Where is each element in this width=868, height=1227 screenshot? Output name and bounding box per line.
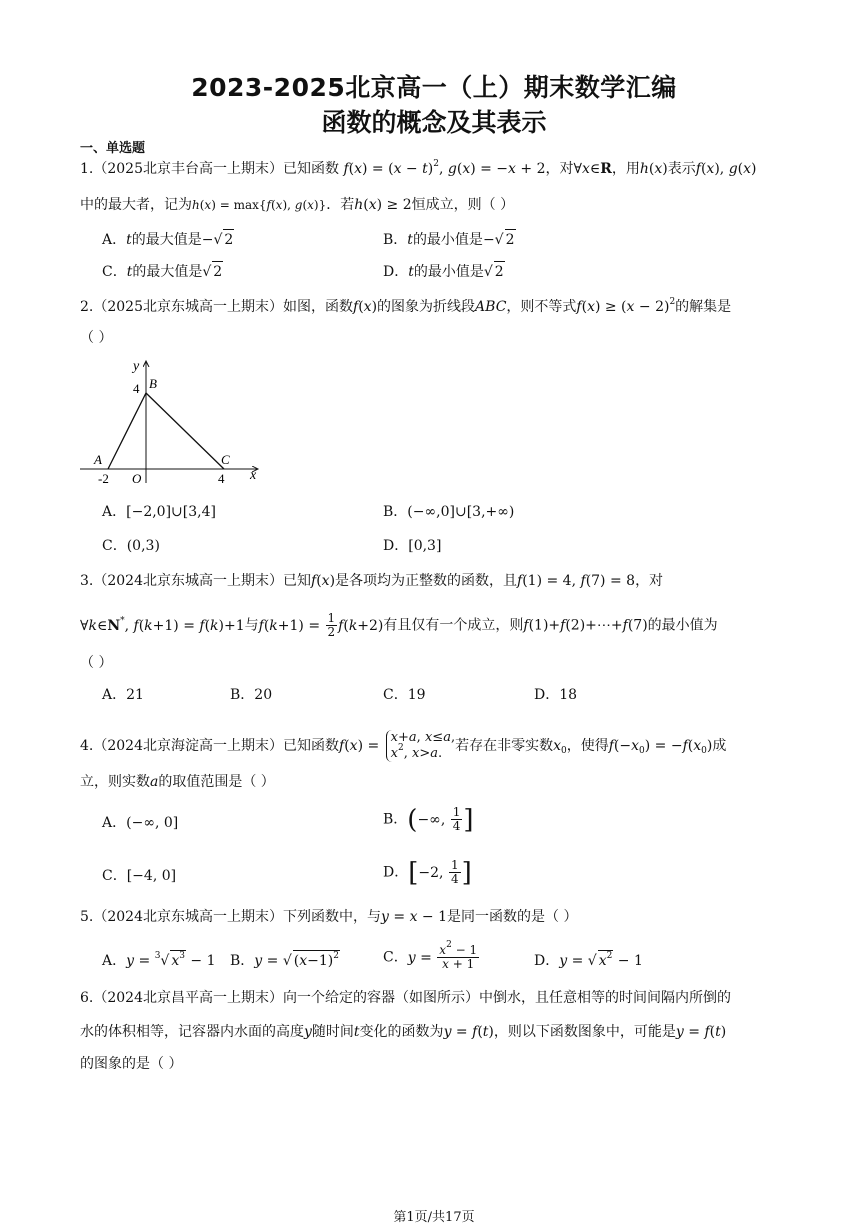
q5-source: （2024北京东城高一上期末） bbox=[93, 909, 283, 925]
q1-line-2: 中的最大者，记为h(x) = max{f(x), g(x)}．若h(x) ≥ 2恒成立，则（ ） bbox=[80, 197, 515, 213]
q1-line-1: 1.（2025北京丰台高一上期末）已知函数 $f(x) = (x - t)^2$, g(x) = −x + 2，对∀x∈R，用h(x)表示f(x), g(x) bbox=[80, 159, 757, 177]
q2-line-1: 2.（2025北京东城高一上期末）如图，函数f(x)的图象为折线段ABC，则不等式$f(x) \ge (x - 2)^2$的解集是 bbox=[80, 297, 732, 315]
q4-line-1: 4.（2024北京海淀高一上期末）已知函数f(x) = x+a, x≤a, $x^2$, x>a. 若存在非零实数$x_0$，使得$f(-x_0) = -f(x_0)$成 bbox=[80, 730, 727, 761]
section-heading: 一、单选题 bbox=[80, 141, 146, 156]
q3-option-c[interactable]: C．19 bbox=[383, 687, 426, 703]
point-o: O bbox=[132, 471, 142, 486]
q6-source: （2024北京昌平高一上期末） bbox=[93, 990, 283, 1006]
point-a: A bbox=[94, 452, 102, 467]
q3-line-1: 3.（2024北京东城高一上期末）已知f(x)是各项均为正整数的函数，且f(1) = 4, f(7) = 8，对 bbox=[80, 573, 664, 589]
q6-line-3: 的图象的是（ ） bbox=[80, 1056, 183, 1072]
q2-option-a[interactable]: A．[−2,0]∪[3,4] bbox=[102, 504, 216, 520]
q5-option-b[interactable]: B．y = √ $(x-1)^2$ bbox=[230, 951, 339, 969]
q4-source: （2024北京海淀高一上期末） bbox=[93, 738, 283, 754]
q4-line-2: 立，则实数a的取值范围是（ ） bbox=[80, 774, 275, 790]
label-y: y bbox=[133, 359, 140, 374]
q1-option-c[interactable]: C．t的最大值是√ 2 bbox=[102, 261, 223, 282]
q1-number: 1. bbox=[80, 161, 94, 177]
q3-line-3: （ ） bbox=[80, 655, 113, 671]
q2-graph bbox=[78, 355, 268, 490]
title-line-1: 2023-2025北京高一（上）期末数学汇编 bbox=[191, 73, 677, 102]
q4-option-c[interactable]: C．[−4, 0] bbox=[102, 868, 177, 884]
label-x: x bbox=[250, 468, 257, 483]
q6-line-1: 6.（2024北京昌平高一上期末）向一个给定的容器（如图所示）中倒水，且任意相等的时间间隔内所倒的 bbox=[80, 990, 731, 1006]
label-four-x: 4 bbox=[218, 471, 225, 486]
q3-source: （2024北京东城高一上期末） bbox=[93, 573, 283, 589]
q6-line-2: 水的体积相等，记容器内水面的高度y随时间t变化的函数为y = f(t)，则以下函数图象中，可能是y = f(t) bbox=[80, 1024, 727, 1040]
label-four-y: 4 bbox=[133, 381, 140, 396]
q3-option-a[interactable]: A．21 bbox=[102, 687, 144, 703]
q2-option-c[interactable]: C．(0,3) bbox=[102, 538, 160, 554]
q1-option-d[interactable]: D．t的最小值是√ 2 bbox=[383, 261, 505, 282]
page-footer: 第1页/共17页 bbox=[393, 1210, 475, 1225]
point-b: B bbox=[149, 376, 157, 391]
q2-option-b[interactable]: B．(−∞,0]∪[3,+∞) bbox=[383, 504, 515, 520]
q4-option-d[interactable]: D．[−2, $\frac{1}{4}$ ] bbox=[383, 857, 472, 888]
q5-line-1: 5.（2024北京东城高一上期末）下列函数中，与y = x − 1是同一函数的是（ ） bbox=[80, 909, 578, 925]
q3-option-b[interactable]: B．20 bbox=[230, 687, 273, 703]
q1-option-a[interactable]: A．t的最大值是−√ 2 bbox=[102, 229, 234, 250]
broken-line-abc bbox=[108, 393, 224, 469]
q5-option-c[interactable]: C．y = $\frac{x^2 - 1}{x + 1}$ bbox=[383, 940, 478, 971]
q1-option-b[interactable]: B．t的最小值是−√ 2 bbox=[383, 229, 516, 250]
q4-option-b[interactable]: B．(−∞, $\frac{1}{4}$ ] bbox=[383, 804, 474, 835]
q1-source: （2025北京丰台高一上期末） bbox=[93, 161, 283, 177]
q2-option-d[interactable]: D．[0,3] bbox=[383, 538, 442, 554]
q1-formula: $f(x) = (x - t)^2$, g(x) = −x + 2 bbox=[343, 159, 546, 177]
title-line-2: 函数的概念及其表示 bbox=[321, 108, 547, 137]
q2-line-2: （ ） bbox=[80, 330, 113, 346]
q5-option-d[interactable]: D．y = √ $x^2 - 1$ bbox=[534, 951, 643, 969]
q3-option-d[interactable]: D．18 bbox=[534, 687, 578, 703]
q5-option-a[interactable]: A．y = $^3$√ $x^3 - 1$ bbox=[102, 951, 216, 969]
label-neg-two: -2 bbox=[98, 471, 109, 486]
point-c: C bbox=[221, 452, 230, 467]
q4-option-a[interactable]: A．(−∞, 0] bbox=[102, 815, 179, 831]
q3-line-2: ∀k∈N*, f(k+1) = f(k)+1与f(k+1) = $\frac{1}{2}$ f(k+2)有且仅有一个成立，则f(1)+f(2)+⋯+f(7)的最小值为 bbox=[80, 611, 718, 639]
q2-source: （2025北京东城高一上期末） bbox=[93, 299, 283, 315]
